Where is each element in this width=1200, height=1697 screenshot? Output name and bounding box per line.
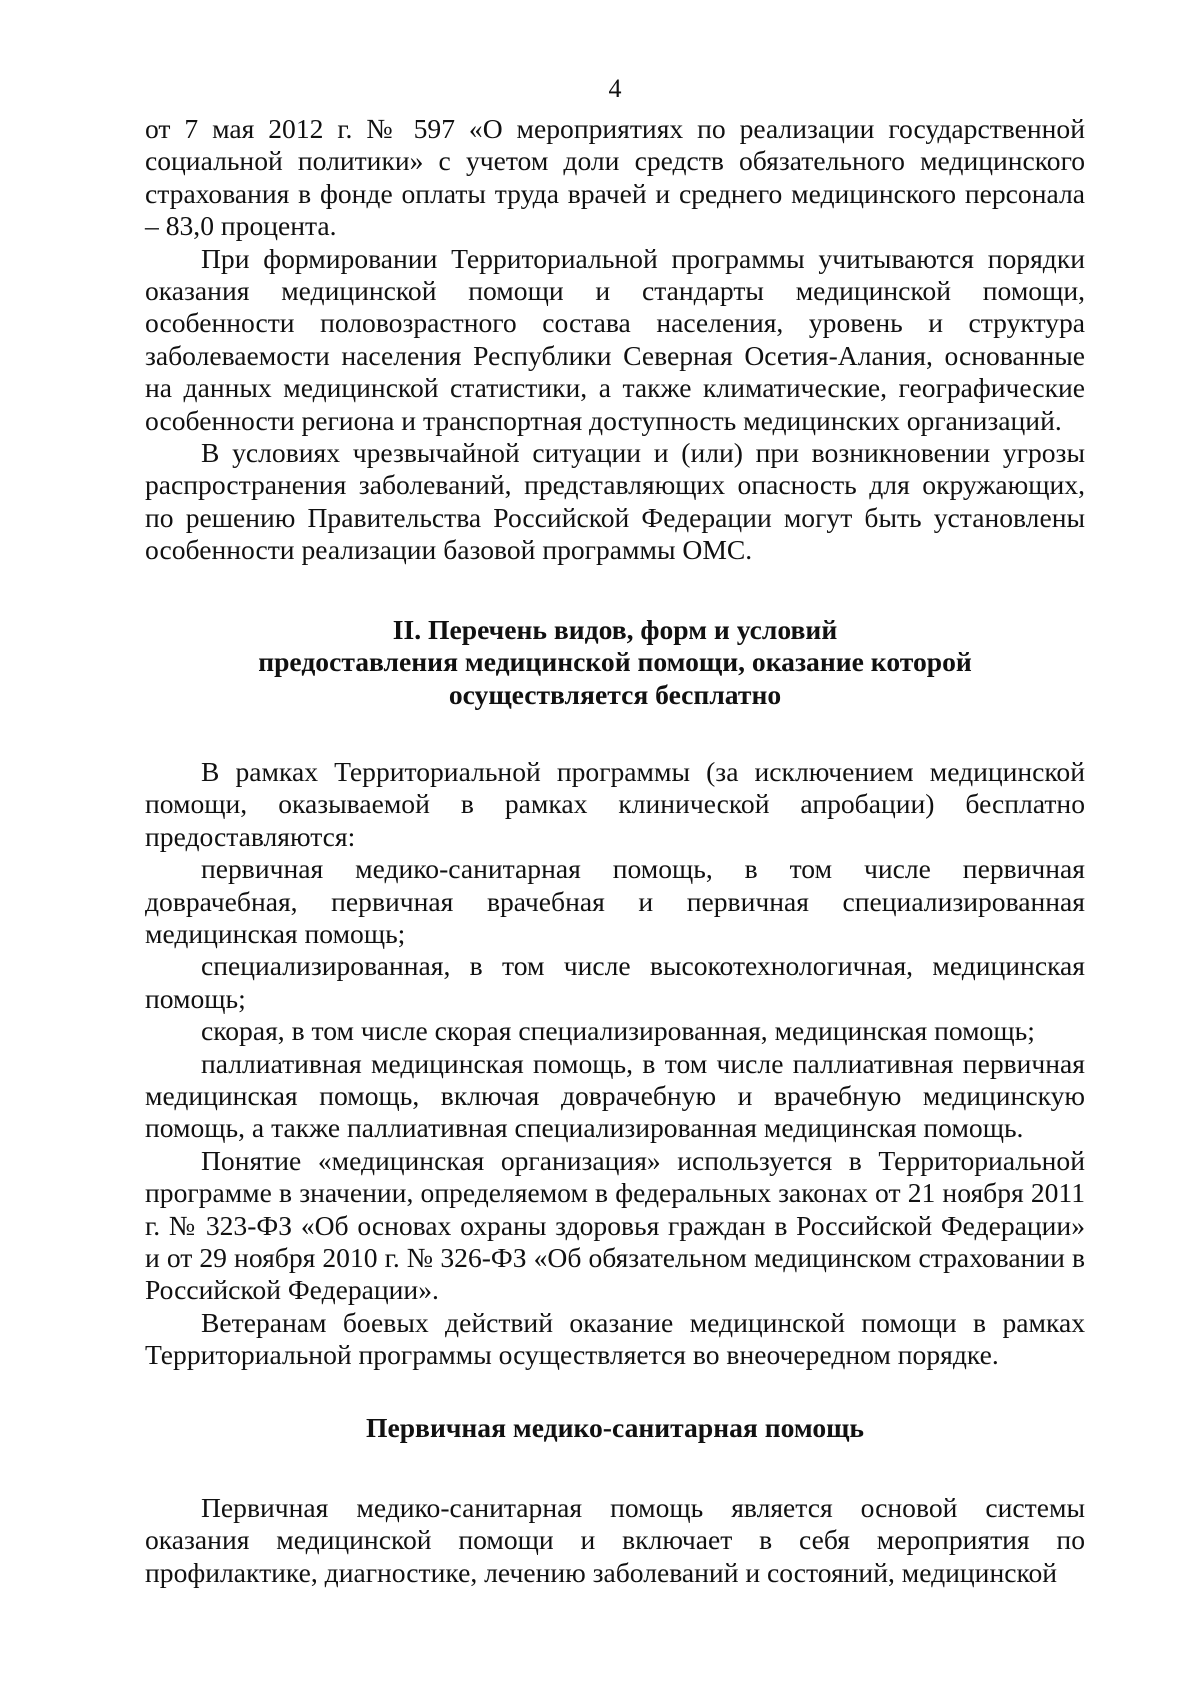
paragraph-primary-care-description: Первичная медико-санитарная помощь является основой системы оказания медицинской помощи и включает в себя мероприятия по профилактике, диагностике, лечению заболеваний и состояний, медицинской	[145, 1492, 1085, 1588]
paragraph-medical-organization-definition: Понятие «медицинская организация» используется в Территориальной программе в значении, определяемом в федеральных законах от 21 ноября 2011 г. № 323-ФЗ «Об основах охраны здоровья граждан в Российской Федерации» и от 29 ноября 2010 г. № 326-ФЗ «Об обязательном медицинском страховании в Российской Федерации».	[145, 1144, 1085, 1306]
document-content	[145, 113, 1085, 1589]
subsection-heading: Первичная медико-санитарная помощь	[365, 1411, 865, 1443]
spacer	[145, 1372, 1085, 1412]
section-heading-line-2: предоставления медицинской помощи, оказание которой	[258, 646, 972, 678]
paragraph-continuation: от 7 мая 2012 г. № 597 «О мероприятиях по реализации государственной социальной политики» с учетом доли средств обязательного медицинского страхования в фонде оплаты труда врачей и среднего медицинского персонала – 83,0 процента.	[145, 113, 1085, 242]
section-heading-line-1: II. Перечень видов, форм и условий	[392, 613, 838, 645]
paragraph-emergency-conditions: В условиях чрезвычайной ситуации и (или) при возникновении угрозы распространения заболеваний, представляющих опасность для окружающих, по решению Правительства Российской Федерации могут быть установлены особенности реализации базовой программы ОМС.	[145, 437, 1085, 566]
section-heading	[145, 614, 1085, 711]
list-item-emergency-care: скорая, в том числе скорая специализированная, медицинская помощь;	[201, 1015, 1035, 1047]
section-heading-line-3: осуществляется бесплатно	[448, 678, 782, 710]
page-number: 4	[608, 74, 622, 103]
list-item-palliative-care: паллиативная медицинская помощь, в том числе паллиативная первичная медицинская помощь, включая доврачебную и врачебную медицинскую помощь, а также паллиативная специализированная медицинская помощь.	[145, 1047, 1085, 1144]
spacer	[145, 1444, 1085, 1492]
paragraph-territorial-program-factors: При формировании Территориальной программы учитываются порядки оказания медицинской помощи и стандарты медицинской помощи, особенности половозрастного состава населения, уровень и структура заболеваемости населения Республики Северная Осетия-Алания, основанные на данных медицинской статистики, а также климатические, географические особенности региона и транспортная доступность медицинских организаций.	[145, 242, 1085, 436]
paragraph-veterans: Ветеранам боевых действий оказание медицинской помощи в рамках Территориальной программы осуществляется во внеочередном порядке.	[145, 1306, 1085, 1371]
list-item-primary-care: первичная медико-санитарная помощь, в том числе первичная доврачебная, первичная врачебная и первичная специализированная медицинская помощь;	[145, 853, 1085, 949]
spacer	[145, 567, 1085, 614]
spacer	[145, 711, 1085, 756]
list-item-specialized-care: специализированная, в том числе высокотехнологичная, медицинская помощь;	[145, 950, 1085, 1014]
paragraph-free-care-intro: В рамках Территориальной программы (за исключением медицинской помощи, оказываемой в рамках клинической апробации) бесплатно предоставляются:	[145, 755, 1085, 852]
